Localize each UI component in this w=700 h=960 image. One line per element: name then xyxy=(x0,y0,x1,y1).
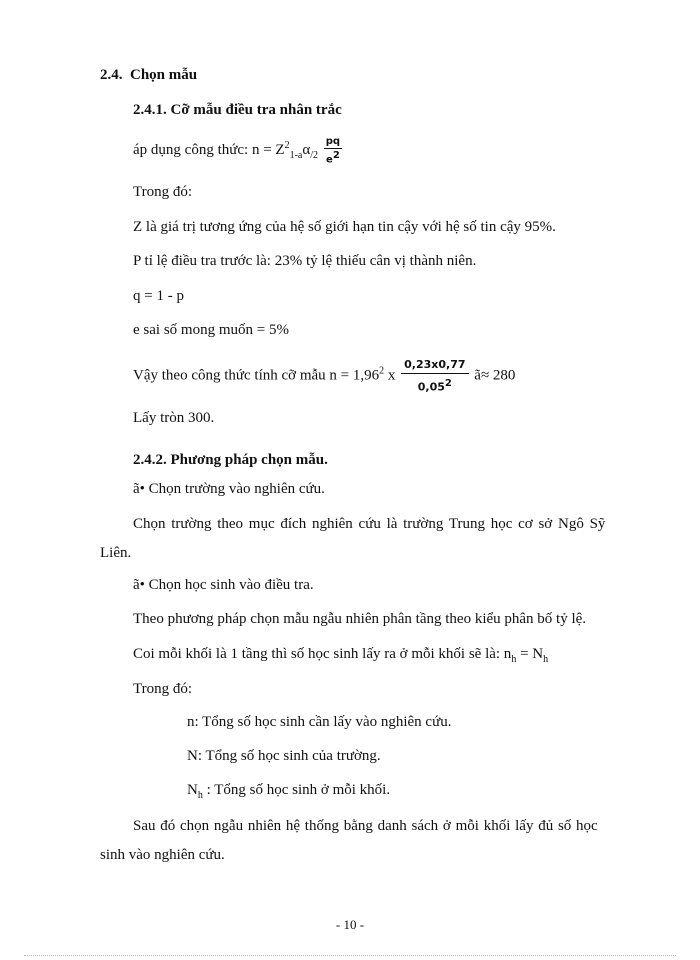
sample-size-calculation: Vậy theo công thức tính cỡ mẫu $n = 1,96^2$ x $\frac{0,23x0,77}{0,05^2}$ ã≈ 280 xyxy=(133,358,516,394)
subsection-heading-2-4-1 xyxy=(133,101,342,119)
sample-size-formula: áp dụng công thức: $n = Z^2_{1-a}\alpha_{/2}$ $\frac{pq}{e^2}$ xyxy=(133,136,341,166)
section-heading xyxy=(100,66,197,84)
calculation-fraction: $\frac{0,23x0,77}{0,05^2}$ xyxy=(401,358,468,394)
q-definition: q = 1 - p xyxy=(133,288,184,304)
definition-n: n: Tổng số học sinh cần lấy vào nghiên cứu. xyxy=(187,714,452,730)
subsection-number: 2.4.2. xyxy=(133,452,167,468)
bullet-select-students: ã• Chọn học sinh vào điều tra. xyxy=(133,577,314,593)
subsection-heading-2-4-2 xyxy=(133,451,328,469)
definition-Nh: $N_h$ : Tổng số học sinh ở mỗi khối. xyxy=(187,782,391,801)
where-label: Trong đó: xyxy=(133,184,193,200)
paragraph-final-line2: sinh vào nghiên cứu. xyxy=(100,847,225,863)
subsection-title: Phương pháp chọn mẫu. xyxy=(170,452,328,468)
z-definition: Z là giá trị tương ứng của hệ số giới hạn tin cậy với hệ số tin cậy 95%. xyxy=(133,219,556,235)
bullet-select-school: ã• Chọn trường vào nghiên cứu. xyxy=(133,481,325,497)
paragraph-school-line2: Liên. xyxy=(100,545,132,561)
rounded-result: Lấy tròn 300. xyxy=(133,410,215,426)
definition-N: N: Tổng số học sinh của trường. xyxy=(187,748,381,764)
page-number: - 10 - xyxy=(335,917,365,932)
formula-fraction: $\frac{pq}{e^2}$ xyxy=(325,136,341,166)
footer-divider xyxy=(24,955,676,956)
subsection-number: 2.4.1. xyxy=(133,102,167,118)
paragraph-final-line1: Sau đó chọn ngẫu nhiên hệ thống bằng danh sách ở mỗi khối lấy đủ số học xyxy=(133,818,598,834)
subsection-title: Cỡ mẫu điều tra nhân trắc xyxy=(170,102,342,118)
where-label-2: Trong đó: xyxy=(133,681,193,697)
paragraph-method: Theo phương pháp chọn mẫu ngẫu nhiên phân tầng theo kiểu phân bố tỷ lệ. xyxy=(133,611,587,627)
paragraph-strata: Coi mỗi khối là 1 tầng thì số học sinh lấy ra ở mỗi khối sẽ là: $n_h = N_h$ xyxy=(133,646,549,665)
section-number: 2.4. xyxy=(100,67,123,83)
section-title: Chọn mẫu xyxy=(130,67,198,83)
e-definition: e sai số mong muốn = 5% xyxy=(133,322,289,338)
p-definition: P tỉ lệ điều tra trước là: 23% tỷ lệ thiếu cân vị thành niên. xyxy=(133,253,477,269)
paragraph-school-line1: Chọn trường theo mục đích nghiên cứu là trường Trung học cơ sở Ngô Sỹ xyxy=(133,516,606,532)
